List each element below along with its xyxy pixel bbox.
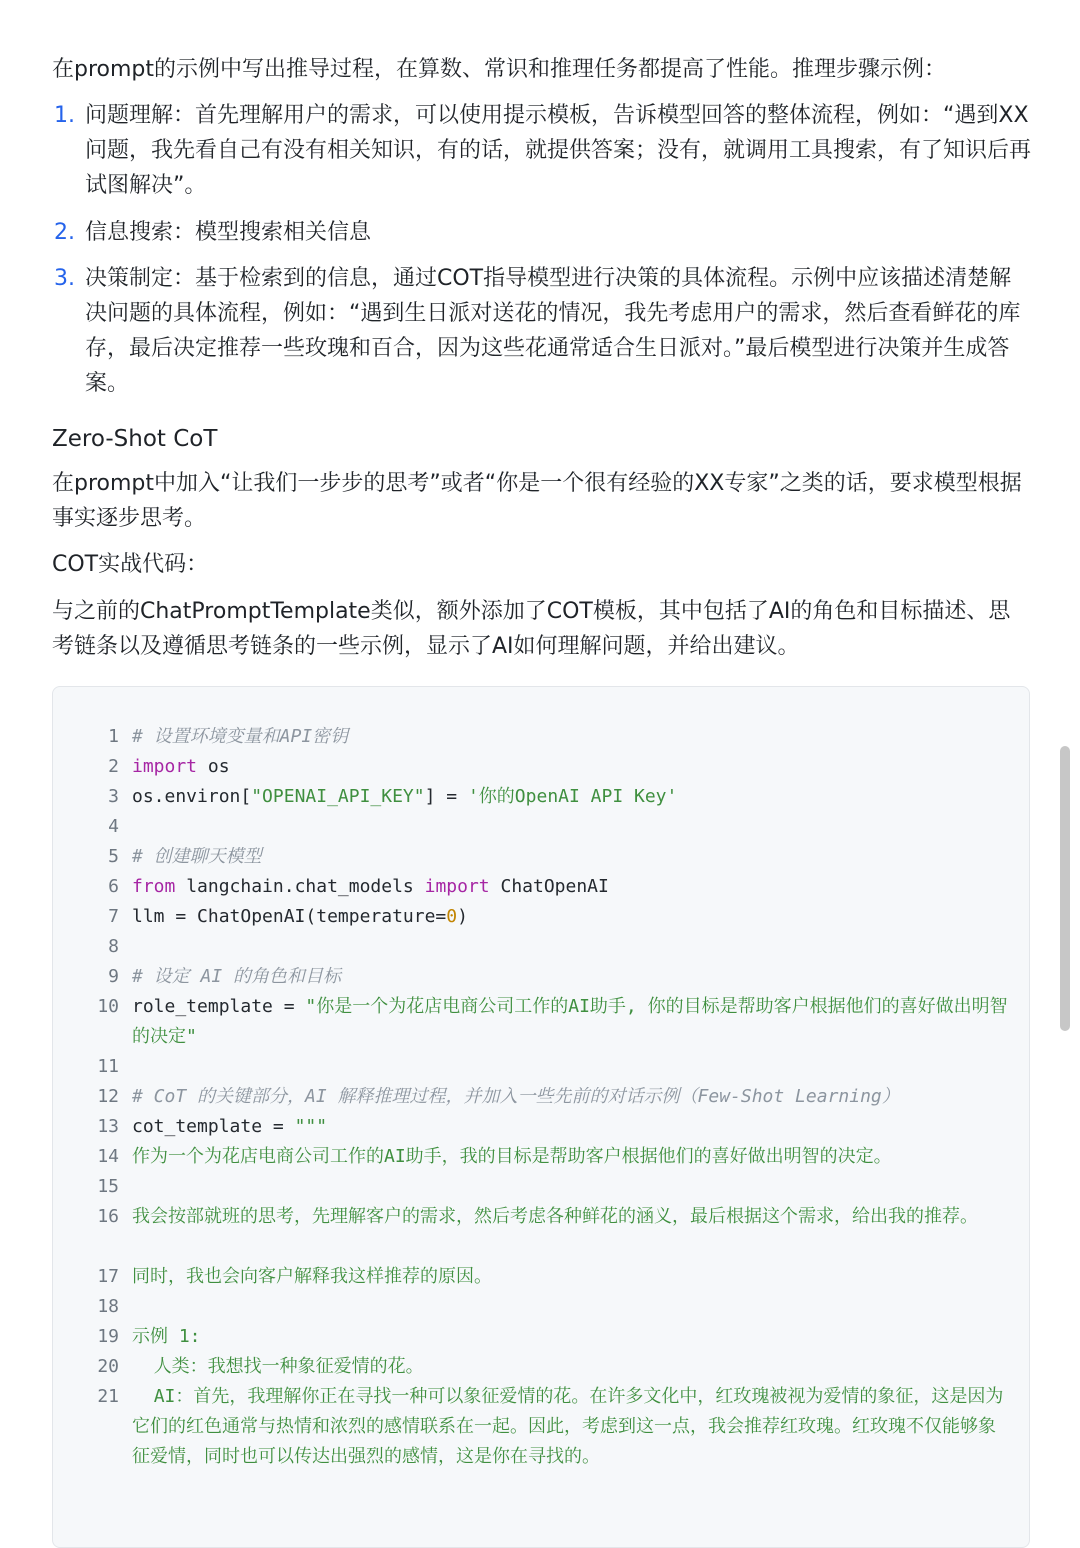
- code-token: llm = ChatOpenAI(temperature=: [132, 906, 447, 927]
- line-number: 4: [108, 816, 119, 837]
- code-string-text: AI：首先，我理解你正在寻找一种可以象征爱情的花。在许多文化中，红玫瑰被视为爱情的象征，这是因为它们的红色通常与热情和浓烈的感情联系在一起。因此，考虑到这一点，我会推荐红玫瑰。红玫瑰不仅能够象征爱情，同时也可以传达出强烈的感情，这是你在寻找的。: [132, 1386, 1004, 1467]
- code-comment: # 设定 AI 的角色和目标: [132, 966, 342, 987]
- list-item-number: 1.: [54, 103, 75, 128]
- keyword: import: [132, 756, 198, 777]
- code-line: [53, 902, 1029, 932]
- line-number: 19: [97, 1326, 119, 1347]
- keyword: from: [132, 876, 176, 897]
- list-item-number: 3.: [54, 266, 75, 291]
- code-string-text: 人类：我想找一种象征爱情的花。: [132, 1356, 424, 1377]
- line-number: 21: [97, 1386, 119, 1407]
- code-line: [53, 1382, 1029, 1472]
- code-token: ] =: [424, 786, 468, 807]
- code-comment: # CoT 的关键部分，AI 解释推理过程，并加入一些先前的对话示例（Few-Shot Learning）: [132, 1086, 900, 1107]
- code-line: [53, 872, 1029, 902]
- code-token: langchain.chat_models: [175, 876, 425, 897]
- code-string-text: 作为一个为花店电商公司工作的AI助手，我的目标是帮助客户根据他们的喜好做出明智的决定。: [132, 1146, 892, 1167]
- string-literal: """: [294, 1116, 328, 1137]
- scrollbar-thumb[interactable]: [1060, 746, 1070, 1031]
- code-text: [132, 782, 1012, 812]
- code-line: [53, 722, 1029, 752]
- code-lines: [53, 722, 1029, 1472]
- line-number: 1: [108, 726, 119, 747]
- code-text: [132, 992, 1012, 1052]
- code-string-text: 示例 1:: [132, 1326, 201, 1347]
- code-line: [53, 1172, 1029, 1202]
- code-string-text: 我会按部就班的思考，先理解客户的需求，然后考虑各种鲜花的涵义，最后根据这个需求，给出我的推荐。: [132, 1206, 978, 1227]
- code-line: [53, 752, 1029, 782]
- line-number: 5: [108, 846, 119, 867]
- line-number: 15: [97, 1176, 119, 1197]
- code-text: [132, 872, 1012, 902]
- code-comment: # 创建聊天模型: [132, 846, 262, 867]
- code-line: [53, 1052, 1029, 1082]
- list-item-number: 2.: [54, 220, 75, 245]
- line-number: 11: [97, 1056, 119, 1077]
- intro-paragraph: 在prompt的示例中写出推导过程，在算数、常识和推理任务都提高了性能。推理步骤示例：: [52, 57, 947, 82]
- code-line: [53, 812, 1029, 842]
- code-string-text: 同时，我也会向客户解释我这样推荐的原因。: [132, 1266, 492, 1287]
- code-token: os: [197, 756, 230, 777]
- line-number: 7: [108, 906, 119, 927]
- line-number: 12: [97, 1086, 119, 1107]
- line-number: 8: [108, 936, 119, 957]
- code-line: [53, 1292, 1029, 1322]
- code-line: [53, 932, 1029, 962]
- code-comment: # 设置环境变量和API密钥: [132, 726, 349, 747]
- code-line: [53, 1262, 1029, 1292]
- code-text: [132, 902, 1012, 932]
- number-literal: 0: [446, 906, 458, 927]
- code-line: [53, 962, 1029, 992]
- zero-shot-paragraph: 在prompt中加入“让我们一步步的思考”或者“你是一个很有经验的XX专家”之类的话，要求模型根据事实逐步思考。: [52, 471, 1022, 531]
- line-number: 6: [108, 876, 119, 897]
- cot-code-description: 与之前的ChatPromptTemplate类似，额外添加了COT模板，其中包括了AI的角色和目标描述、思考链条以及遵循思考链条的一些示例，显示了AI如何理解问题，并给出建议。: [52, 599, 1011, 659]
- code-token: role_template =: [132, 996, 306, 1017]
- line-number: 17: [97, 1266, 119, 1287]
- code-line: [53, 1352, 1029, 1382]
- code-block[interactable]: [52, 686, 1030, 1548]
- code-line: [53, 842, 1029, 872]
- code-text: [132, 752, 1012, 782]
- code-token: ): [457, 906, 468, 927]
- line-number: 14: [97, 1146, 119, 1167]
- string-literal: '你的OpenAI API Key': [467, 786, 678, 807]
- keyword: import: [424, 876, 490, 897]
- code-line: [53, 782, 1029, 812]
- line-number: 3: [108, 786, 119, 807]
- string-literal: "你是一个为花店电商公司工作的AI助手, 你的目标是帮助客户根据他们的喜好做出明智的决定": [132, 996, 1008, 1047]
- code-line: [53, 1112, 1029, 1142]
- code-token: cot_template =: [132, 1116, 295, 1137]
- line-number: 20: [97, 1356, 119, 1377]
- string-literal: "OPENAI_API_KEY": [251, 786, 425, 807]
- code-line: [53, 1082, 1029, 1112]
- line-number: 2: [108, 756, 119, 777]
- zero-shot-heading: Zero-Shot CoT: [52, 426, 218, 452]
- code-line: [53, 1322, 1029, 1352]
- list-item-text: 信息搜索：模型搜索相关信息: [85, 220, 372, 245]
- code-line: [53, 992, 1029, 1052]
- line-number: 18: [97, 1296, 119, 1317]
- list-item-text: 问题理解：首先理解用户的需求，可以使用提示模板，告诉模型回答的整体流程，例如：“遇到XX问题，我先看自己有没有相关知识，有的话，就提供答案；没有，就调用工具搜索，有了知识后再试图解决”。: [85, 103, 1032, 198]
- code-text: [132, 1112, 1012, 1142]
- line-number: 13: [97, 1116, 119, 1137]
- page-scrollbar[interactable]: [1060, 746, 1070, 1031]
- list-item-text: 决策制定：基于检索到的信息，通过COT指导模型进行决策的具体流程。示例中应该描述清楚解决问题的具体流程，例如：“遇到生日派对送花的情况，我先考虑用户的需求，然后查看鲜花的库存，最后决定推荐一些玫瑰和百合，因为这些花通常适合生日派对。”最后模型进行决策并生成答案。: [85, 266, 1021, 396]
- cot-code-heading: COT实战代码：: [52, 552, 209, 577]
- code-token: ChatOpenAI: [489, 876, 609, 897]
- line-number: 9: [108, 966, 119, 987]
- code-line: [53, 1142, 1029, 1172]
- code-token: os.environ[: [132, 786, 252, 807]
- code-line: [53, 1202, 1029, 1262]
- line-number: 10: [97, 996, 119, 1017]
- line-number: 16: [97, 1206, 119, 1227]
